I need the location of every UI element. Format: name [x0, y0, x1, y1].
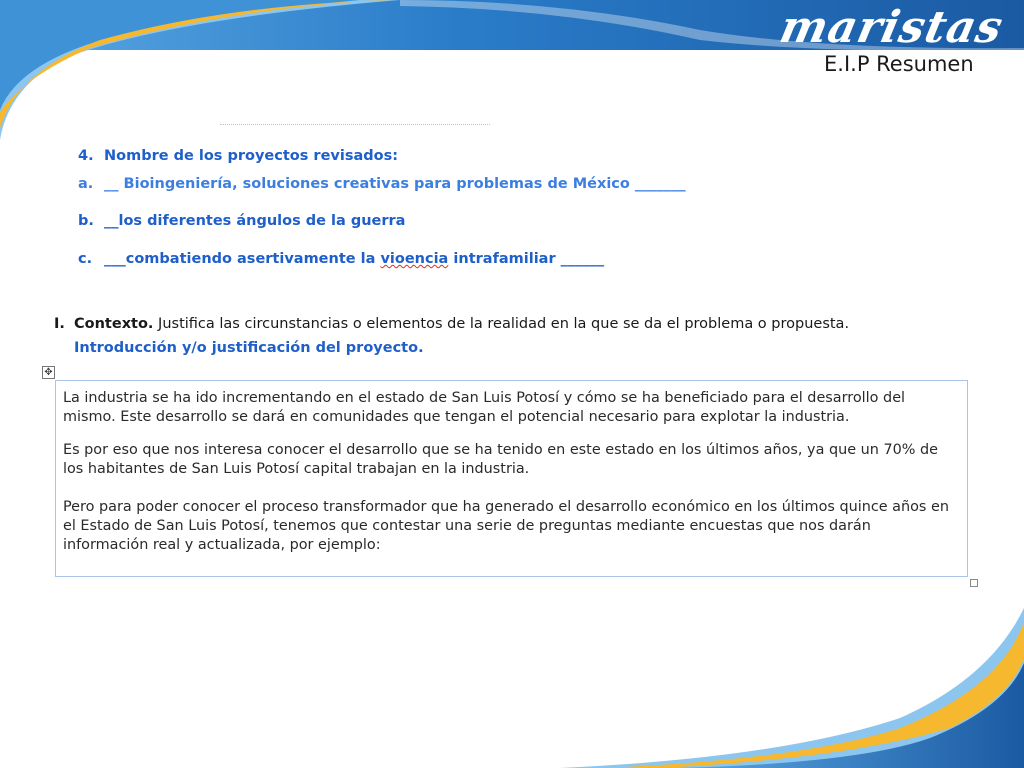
body-paragraph: Pero para poder conocer el proceso transformador que ha generado el desarrollo económico en los últimos quince años en el Estado de San Luis Potosí, tenemos que contestar una serie de preguntas mediante encuestas que nos darán información real y actualizada, por ejemplo:: [63, 499, 949, 553]
maristas-logo: maristas: [775, 2, 1008, 53]
body-paragraph: La industria se ha ido incrementando en el estado de San Luis Potosí y cómo se ha beneficiado para el desarrollo del mismo. Este desarrollo se dará en comunidades que tengan el potencial necesario para explotar la industria.: [63, 390, 906, 425]
table-resize-handle-icon[interactable]: [970, 579, 978, 587]
slide-title: E.I.P Resumen: [824, 52, 974, 76]
projects-heading-number: 4.: [78, 148, 94, 164]
project-item-text: __los diferentes ángulos de la guerra: [104, 213, 406, 229]
context-line: [54, 316, 849, 332]
table-move-handle-icon[interactable]: ✥: [42, 366, 55, 379]
project-item-b: [78, 213, 405, 229]
truncated-text-line: [220, 124, 490, 133]
project-item-c: [78, 251, 604, 267]
projects-heading: [78, 148, 398, 164]
project-item-text-pre: ___combatiendo asertivamente la: [104, 251, 381, 267]
project-item-text: __ Bioingeniería, soluciones creativas para problemas de México _______: [104, 176, 686, 192]
project-item-letter: c.: [78, 251, 93, 267]
context-text: Justifica las circunstancias o elementos de la realidad en la que se da el problema o propuesta.: [153, 316, 850, 332]
project-item-letter: a.: [78, 176, 94, 192]
misspelled-word[interactable]: vioencia: [380, 251, 449, 267]
project-item-letter: b.: [78, 213, 94, 229]
footer-banner: [0, 608, 1024, 768]
project-item-a: [78, 176, 686, 192]
projects-heading-text: Nombre de los proyectos revisados:: [104, 148, 399, 164]
body-paragraph: Es por eso que nos interesa conocer el desarrollo que se ha tenido en este estado en los últimos años, ya que un 70% de los habitantes de San Luis Potosí capital trabajan en la industria.: [63, 442, 939, 477]
context-number: I.: [54, 316, 65, 332]
intro-subheading: Introducción y/o justificación del proyecto.: [74, 340, 424, 356]
justification-text-box[interactable]: [55, 380, 968, 577]
project-item-text-post: intrafamiliar ______: [448, 251, 605, 267]
context-keyword: Contexto.: [74, 316, 154, 332]
